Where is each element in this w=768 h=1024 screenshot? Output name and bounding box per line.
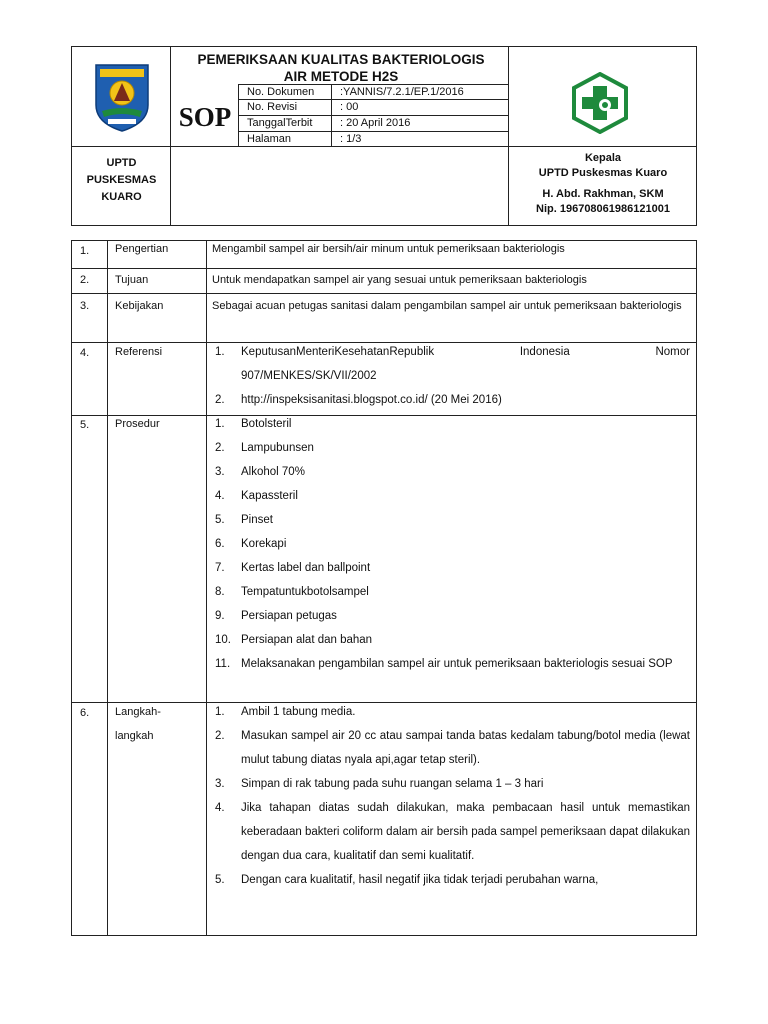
list-item: 5. Pinset: [215, 514, 273, 526]
list-item: 4. Kapassteril: [215, 490, 298, 502]
list-item: 10. Persiapan alat dan bahan: [215, 634, 373, 646]
row-label-pengertian: Pengertian: [115, 243, 169, 255]
puskesmas-cross-logo-icon: [570, 72, 630, 134]
row-label-referensi: Referensi: [115, 346, 163, 358]
row-label-tujuan: Tujuan: [115, 274, 149, 286]
meta-row-tanggal: TanggalTerbit : 20 April 2016: [247, 117, 411, 129]
row-number: 4.: [80, 347, 90, 359]
row-number: 2.: [80, 274, 90, 286]
row-number: 5.: [80, 419, 90, 431]
pengertian-text: Mengambil sampel air bersih/air minum untuk pemeriksaan bakteriologis: [212, 243, 565, 255]
list-item: 2. Lampubunsen: [215, 442, 314, 454]
sop-label: SOP: [178, 102, 232, 132]
row-number: 3.: [80, 300, 90, 312]
regional-emblem-icon: [92, 61, 152, 133]
prosedur-list: [212, 412, 690, 676]
list-item: 3. Alkohol 70%: [215, 466, 305, 478]
document-title: PEMERIKSAAN KUALITAS BAKTERIOLOGIS AIR METODE H2S: [197, 52, 485, 84]
list-item: 1. KeputusanMenteriKesehatanRepublik Indonesia Nomor 907/MENKES/SK/VII/2002: [215, 346, 690, 382]
referensi-list: [212, 340, 690, 412]
list-item: 1. Botolsteril: [215, 418, 292, 430]
list-item: 9. Persiapan petugas: [215, 610, 337, 622]
row-number: 6.: [80, 707, 90, 719]
list-item: 3. Simpan di rak tabung pada suhu ruangan selama 1 – 3 hari: [215, 778, 544, 790]
list-item: 6. Korekapi: [215, 538, 287, 550]
sop-header-table: [71, 46, 697, 226]
list-item: 2. http://inspeksisanitasi.blogspot.co.id/ (20 Mei 2016): [215, 394, 502, 406]
sop-content-table: [71, 240, 697, 936]
meta-row-dokumen: No. Dokumen :YANNIS/7.2.1/EP.1/2016: [247, 86, 464, 98]
meta-row-halaman: Halaman : 1/3: [247, 133, 362, 145]
row-label-langkah: Langkah- langkah: [115, 706, 161, 742]
signatory-block: Kepala UPTD Puskesmas Kuaro H. Abd. Rakhman, SKM Nip. 196708061986121001: [536, 152, 670, 215]
unit-name: UPTD PUSKESMAS KUARO: [86, 157, 157, 203]
list-item: 11. Melaksanakan pengambilan sampel air untuk pemeriksaan bakteriologis sesuai SOP: [215, 658, 673, 670]
list-item: 7. Kertas label dan ballpoint: [215, 562, 371, 574]
langkah-list: [212, 700, 690, 892]
list-item: 1. Ambil 1 tabung media.: [215, 706, 356, 718]
row-label-kebijakan: Kebijakan: [115, 300, 164, 312]
list-item: 4. Jika tahapan diatas sudah dilakukan, maka pembacaan hasil untuk memastikan keberadaan bakteri coliform dalam air bersih pada sampel pemeriksaan dapat dilakukan dengan dua cara, kualitatif dan semi kualitatif.: [215, 802, 690, 862]
kebijakan-text: Sebagai acuan petugas sanitasi dalam pengambilan sampel air untuk pemeriksaan bakteriologis: [212, 300, 682, 312]
tujuan-text: Untuk mendapatkan sampel air yang sesuai untuk pemeriksaan bakteriologis: [212, 274, 587, 286]
list-item: 5. Dengan cara kualitatif, hasil negatif jika tidak terjadi perubahan warna,: [215, 874, 599, 886]
meta-row-revisi: No. Revisi : 00: [247, 101, 359, 113]
row-label-prosedur: Prosedur: [115, 418, 160, 430]
list-item: 2. Masukan sampel air 20 cc atau sampai tanda batas kedalam tabung/botol media (lewat mulut tabung diatas nyala api,agar tetap steril).: [215, 730, 690, 766]
row-number: 1.: [80, 245, 90, 257]
list-item: 8. Tempatuntukbotolsampel: [215, 586, 369, 598]
